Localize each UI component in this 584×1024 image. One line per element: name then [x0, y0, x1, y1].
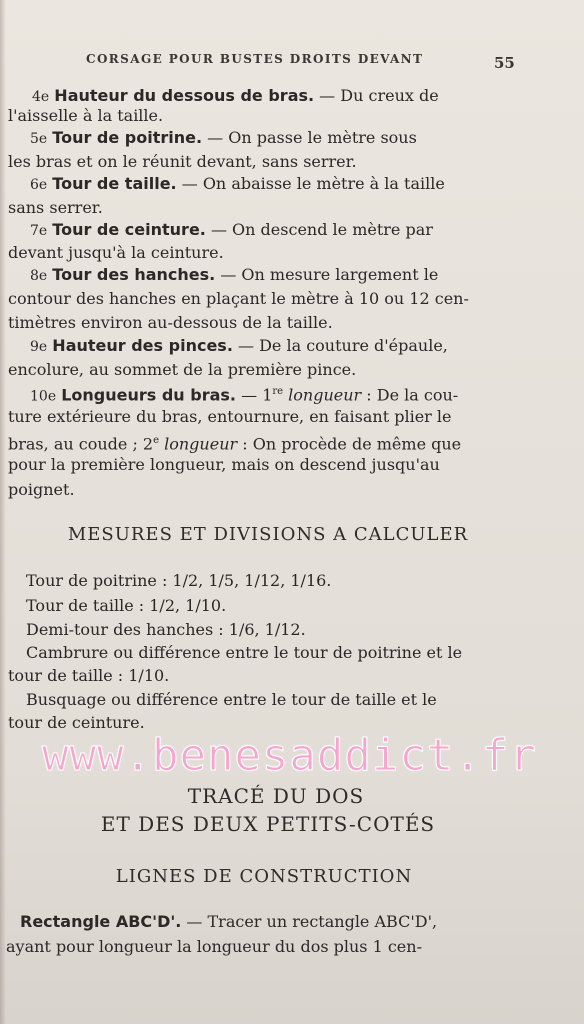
item-term: Longueurs du bras.: [61, 385, 237, 405]
item-number: 6e: [30, 177, 48, 193]
item-term: Tour de ceinture.: [52, 220, 206, 239]
item-10-line-3: [8, 431, 528, 454]
item-term: Hauteur des pinces.: [52, 336, 233, 355]
item-text: — De la couture d'épaule,: [232, 336, 448, 355]
measure-line: tour de ceinture.: [8, 713, 145, 732]
section-heading-construction: LIGNES DE CONSTRUCTION: [115, 866, 413, 887]
item-10-line-4: pour la première longueur, mais on descend jusqu'au: [8, 455, 440, 474]
item-text: — On abaisse le mètre à la taille: [176, 174, 445, 193]
ordinal-number: 2: [142, 434, 154, 454]
item-text: — Tracer un rectangle ABC'D',: [181, 912, 438, 931]
item-10-line-2: ture extérieure du bras, entournure, en faisant plier le: [8, 407, 452, 426]
section-heading-trace-line-1: TRACÉ DU DOS: [187, 784, 365, 808]
item-number: 9e: [30, 339, 48, 355]
section-heading-trace-line-2: ET DES DEUX PETITS-COTÉS: [100, 812, 436, 836]
item-text: : De la cou-: [361, 385, 459, 405]
item-text: : On procède de même que: [237, 434, 462, 454]
item-number: 8e: [30, 268, 48, 284]
item-8-line-1: [30, 265, 550, 286]
ordinal-suffix: re: [272, 386, 284, 397]
construction-line-1: [20, 912, 540, 932]
item-term: Hauteur du dessous de bras.: [54, 86, 315, 105]
measure-line: Tour de taille : 1/2, 1/10.: [26, 596, 227, 615]
watermark: www.benesaddict.fr: [42, 730, 537, 781]
running-head: CORSAGE POUR BUSTES DROITS DEVANT: [86, 52, 424, 66]
item-text: —: [236, 385, 263, 405]
ordinal-suffix: e: [153, 435, 160, 446]
measure-line: tour de taille : 1/10.: [8, 666, 170, 685]
section-heading-measures: MESURES ET DIVISIONS A CALCULER: [67, 524, 469, 545]
measure-line: Demi-tour des hanches : 1/6, 1/12.: [26, 620, 306, 639]
construction-line-2: ayant pour longueur la longueur du dos plus 1 cen-: [6, 937, 422, 956]
item-text: — Du creux de: [314, 86, 439, 105]
item-number: 4e: [32, 89, 50, 105]
item-9-line-1: [30, 336, 550, 357]
page-number: 55: [494, 54, 515, 72]
item-10-line-5: poignet.: [8, 480, 75, 499]
item-5-line-2: les bras et on le réunit devant, sans serrer.: [8, 152, 357, 171]
item-term: Tour de taille.: [52, 174, 177, 193]
measure-line: Tour de poitrine : 1/2, 1/5, 1/12, 1/16.: [26, 571, 332, 590]
item-term: Tour de poitrine.: [52, 128, 203, 147]
item-number: 5e: [30, 131, 48, 147]
measure-line: Busquage ou différence entre le tour de taille et le: [26, 690, 437, 709]
item-4-line-2: l'aisselle à la taille.: [8, 106, 164, 125]
item-text: — On descend le mètre par: [205, 220, 433, 239]
item-4-line-1: [32, 86, 552, 107]
item-number: 7e: [30, 223, 48, 239]
item-7-line-2: devant jusqu'à la ceinture.: [8, 243, 224, 262]
item-text: bras, au coude ;: [8, 434, 143, 454]
item-9-line-2: encolure, au sommet de la première pince.: [8, 360, 357, 379]
item-text: — On mesure largement le: [215, 265, 439, 284]
item-7-line-1: [30, 220, 550, 241]
ordinal-number: 1: [262, 385, 273, 405]
length-label: longueur: [283, 385, 362, 405]
item-number: 10e: [30, 388, 57, 405]
item-term: Tour des hanches.: [52, 265, 216, 284]
item-6-line-1: [30, 174, 550, 195]
measure-line: Cambrure ou différence entre le tour de poitrine et le: [26, 643, 463, 662]
item-term: Rectangle ABC'D'.: [20, 912, 182, 931]
item-5-line-1: [30, 128, 550, 149]
item-text: — On passe le mètre sous: [202, 128, 417, 147]
item-8-line-2: contour des hanches en plaçant le mètre à 10 ou 12 cen-: [8, 289, 469, 308]
item-6-line-2: sans serrer.: [8, 198, 103, 217]
length-label: longueur: [159, 434, 238, 454]
item-10-line-1: [30, 382, 550, 406]
item-8-line-3: timètres environ au-dessous de la taille.: [8, 313, 333, 332]
